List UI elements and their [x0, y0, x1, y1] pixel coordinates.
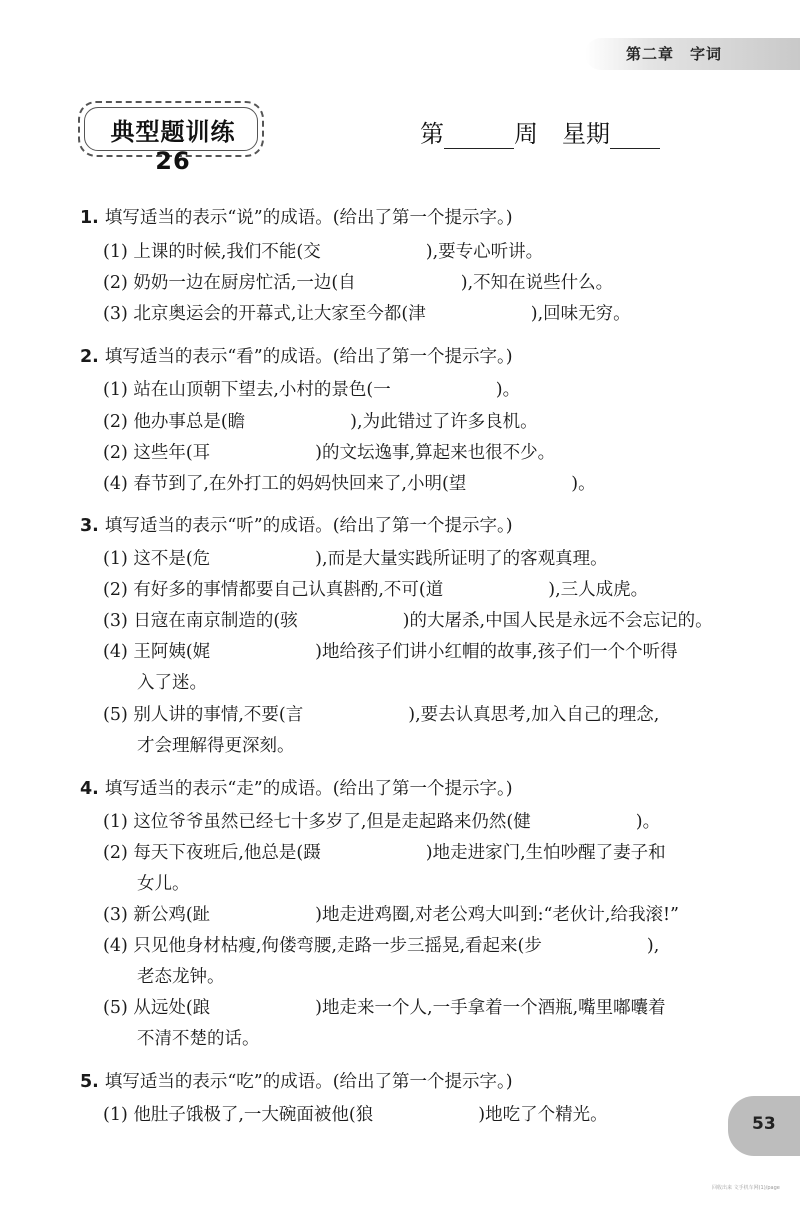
question-prompt: 填写适当的表示“看”的成语。(给出了第一个提示字。) — [104, 347, 513, 367]
question-number: 3. — [80, 516, 99, 536]
question-1-item-1: (1) 上课的时候,我们不能(交 ),要专心听讲。 — [103, 242, 544, 262]
question-2-item-2: (2) 他办事总是(瞻 ),为此错过了许多良机。 — [103, 412, 538, 432]
question-5 — [80, 1068, 513, 1093]
question-4-item-3: (3) 新公鸡(趾 )地走进鸡圈,对老公鸡大叫到:“老伙计,给我滚!” — [103, 905, 679, 925]
question-5-item-1: (1) 他肚子饿极了,一大碗面被他(狼 )地吃了个精光。 — [103, 1105, 608, 1125]
exercise-title: 典型题训练 26 — [110, 118, 236, 175]
question-3 — [80, 512, 513, 537]
question-3-item-5: (5) 别人讲的事情,不要(言 ),要去认真思考,加入自己的理念, — [103, 705, 660, 725]
question-3-item-4: (4) 王阿姨(娓 )地给孩子们讲小红帽的故事,孩子们一个个听得 — [103, 642, 678, 662]
question-1-item-2: (2) 奶奶一边在厨房忙活,一边(自 ),不知在说些什么。 — [103, 273, 614, 293]
question-2 — [80, 343, 513, 368]
question-3-item-2: (2) 有好多的事情都要自己认真斟酌,不可(道 ),三人成虎。 — [103, 580, 649, 600]
question-number: 1. — [80, 208, 99, 228]
question-4-item-5-cont: 不清不楚的话。 — [137, 1029, 260, 1049]
question-4-item-2-cont: 女儿。 — [137, 874, 190, 894]
question-4 — [80, 775, 513, 800]
question-number: 2. — [80, 347, 99, 367]
question-prompt: 填写适当的表示“听”的成语。(给出了第一个提示字。) — [104, 516, 513, 536]
question-3-item-1: (1) 这不是(危 ),而是大量实践所证明了的客观真理。 — [103, 549, 608, 569]
question-4-item-5: (5) 从远处(踉 )地走来一个人,一手拿着一个酒瓶,嘴里嘟囔着 — [103, 998, 666, 1018]
question-prompt: 填写适当的表示“走”的成语。(给出了第一个提示字。) — [104, 779, 513, 799]
page-number: 53 — [752, 1114, 776, 1134]
question-4-item-1: (1) 这位爷爷虽然已经七十多岁了,但是走起路来仍然(健 )。 — [103, 812, 661, 832]
question-4-item-4: (4) 只见他身材枯瘦,佝偻弯腰,走路一步三摇晃,看起来(步 ), — [103, 936, 660, 956]
question-number: 5. — [80, 1072, 99, 1092]
weekday-blank[interactable] — [610, 122, 660, 149]
question-1 — [80, 204, 513, 229]
question-prompt: 填写适当的表示“说”的成语。(给出了第一个提示字。) — [104, 208, 513, 228]
question-3-item-5-cont: 才会理解得更深刻。 — [137, 736, 295, 756]
question-4-item-2: (2) 每天下夜班后,他总是(蹑 )地走进家门,生怕吵醒了妻子和 — [103, 843, 666, 863]
watermark: 回收出来 文手机车网(1)/page — [712, 1185, 780, 1191]
week-weekday-line — [420, 114, 660, 149]
question-1-item-3: (3) 北京奥运会的开幕式,让大家至今都(津 ),回味无穷。 — [103, 304, 631, 324]
question-3-item-3: (3) 日寇在南京制造的(骇 )的大屠杀,中国人民是永远不会忘记的。 — [103, 611, 713, 631]
week-prefix: 第 — [420, 120, 444, 148]
question-2-item-4: (4) 春节到了,在外打工的妈妈快回来了,小明(望 )。 — [103, 474, 596, 494]
question-3-item-4-cont: 入了迷。 — [137, 673, 207, 693]
question-2-item-3: (2) 这些年(耳 )的文坛逸事,算起来也很不少。 — [103, 443, 556, 463]
question-2-item-1: (1) 站在山顶朝下望去,小村的景色(一 )。 — [103, 380, 521, 400]
question-4-item-4-cont: 老态龙钟。 — [137, 967, 225, 987]
question-prompt: 填写适当的表示“吃”的成语。(给出了第一个提示字。) — [104, 1072, 513, 1092]
chapter-label: 第二章 字词 — [626, 45, 723, 63]
week-blank[interactable] — [444, 122, 514, 149]
week-mid: 周 星期 — [514, 120, 610, 148]
question-number: 4. — [80, 779, 99, 799]
